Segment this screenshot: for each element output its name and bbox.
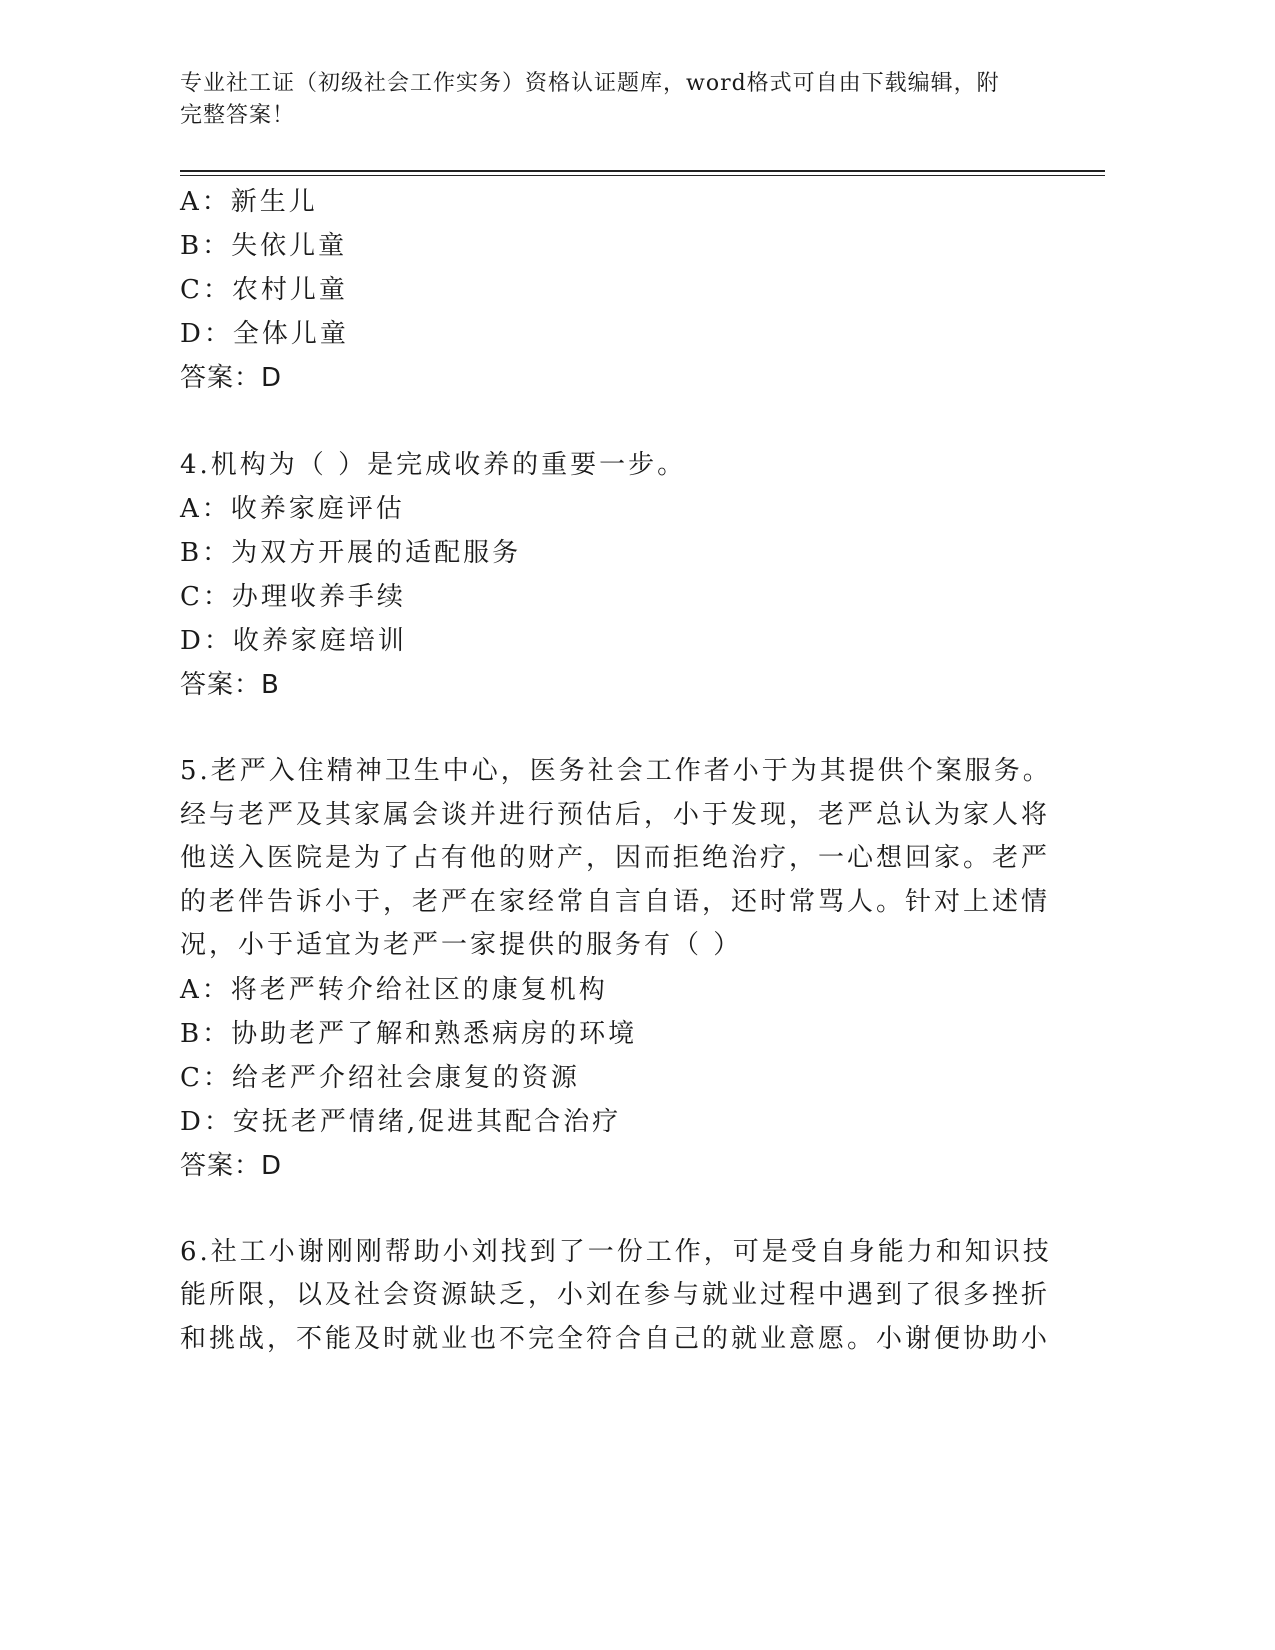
question-stem xyxy=(180,1231,1052,1362)
stem-line: 的老伴告诉小于，老严在家经常自言自语，还时常骂人。针对上述情 xyxy=(180,886,1051,917)
question-6 xyxy=(180,1231,1052,1362)
option-d: D：收养家庭培训 xyxy=(180,626,407,656)
question-4 xyxy=(180,443,1040,707)
option-c: C：给老严介绍社会康复的资源 xyxy=(180,1062,580,1093)
option-c: C：农村儿童 xyxy=(180,275,348,305)
spacer xyxy=(180,1188,1040,1231)
stem-line: 5.老严入住精神卫生中心，医务社会工作者小于为其提供个案服务。 xyxy=(180,756,1052,786)
option-a: A：收养家庭评估 xyxy=(180,494,405,524)
option-b: B：失依儿童 xyxy=(180,231,348,261)
stem-line: 6.社工小谢刚刚帮助小刘找到了一份工作，可是受自身能力和知识技 xyxy=(180,1236,1052,1267)
option-c: C：办理收养手续 xyxy=(180,582,406,612)
question-stem: 4.机构为（ ）是完成收养的重要一步。 xyxy=(180,450,687,480)
question-5 xyxy=(180,750,1052,1188)
option-a: A：新生儿 xyxy=(180,187,318,217)
option-d: D：安抚老严情绪,促进其配合治疗 xyxy=(180,1106,622,1137)
spacer xyxy=(180,707,1040,750)
option-b: B：为双方开展的适配服务 xyxy=(180,538,522,568)
option-a: A：将老严转介给社区的康复机构 xyxy=(180,974,608,1005)
stem-line: 况，小于适宜为老严一家提供的服务有（ ） xyxy=(180,930,743,960)
answer: 答案：D xyxy=(180,1150,283,1181)
question-stem xyxy=(180,750,1052,968)
stem-line: 他送入医院是为了占有他的财产，因而拒绝治疗，一心想回家。老严 xyxy=(180,843,1051,873)
document-header xyxy=(180,68,1060,132)
header-line-1: 专业社工证（初级社会工作实务）资格认证题库，word格式可自由下载编辑，附 xyxy=(180,71,1000,96)
stem-line: 经与老严及其家属会谈并进行预估后，小于发现，老严总认为家人将 xyxy=(180,799,1051,830)
header-line-2: 完整答案！ xyxy=(180,103,296,128)
option-b: B：协助老严了解和熟悉病房的环境 xyxy=(180,1018,638,1049)
stem-line: 能所限，以及社会资源缺乏，小刘在参与就业过程中遇到了很多挫折 xyxy=(180,1280,1051,1310)
spacer xyxy=(180,400,1040,443)
document-body xyxy=(180,180,1052,1361)
header-divider-thin xyxy=(180,175,1105,176)
option-d: D：全体儿童 xyxy=(180,319,349,349)
header-divider-thick xyxy=(180,170,1105,172)
stem-line: 和挑战，不能及时就业也不完全符合自己的就业意愿。小谢便协助小 xyxy=(180,1323,1051,1354)
answer: 答案：B xyxy=(180,670,280,700)
answer: 答案：D xyxy=(180,363,283,393)
question-3 xyxy=(180,180,1040,400)
